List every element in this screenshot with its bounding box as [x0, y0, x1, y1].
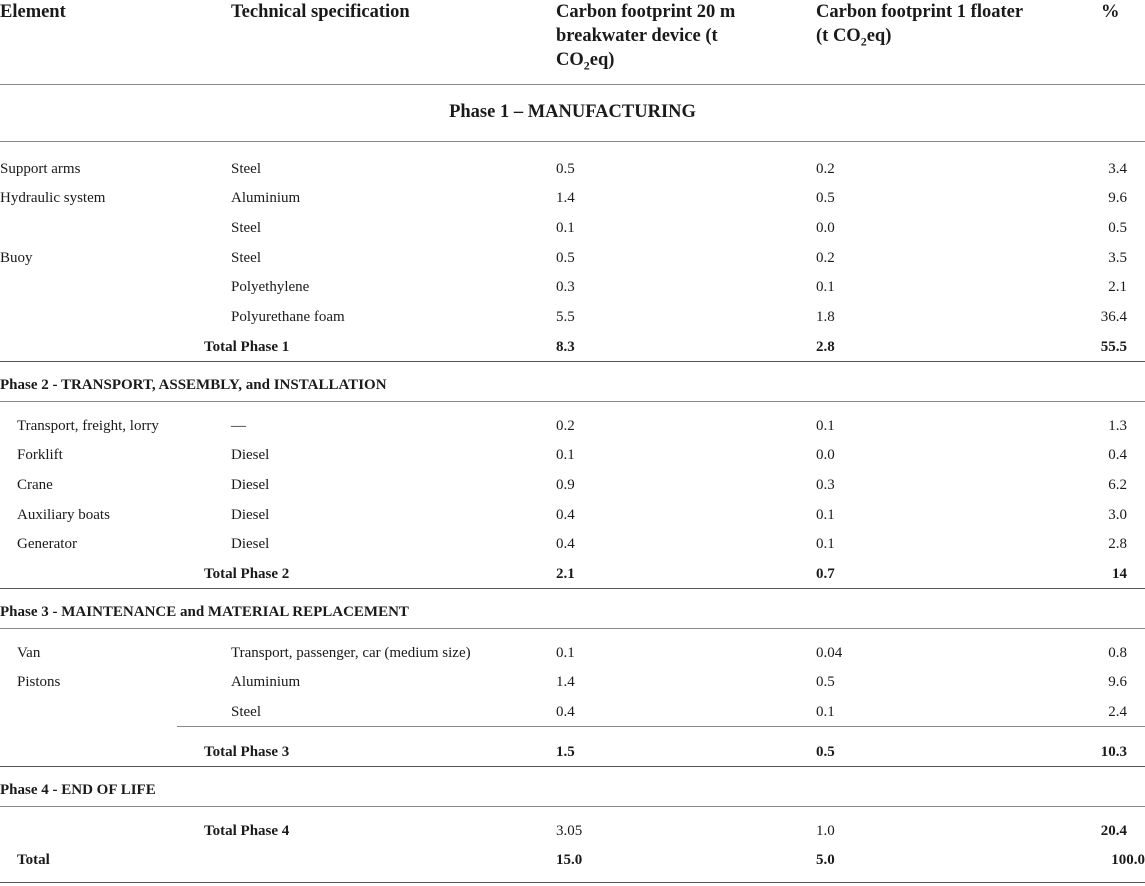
row-cf20: 0.9 [556, 477, 575, 493]
row-spec: Aluminium [231, 190, 301, 206]
header-carbon-footprint-20m [556, 0, 735, 78]
divider [0, 141, 1145, 142]
phase-4-title: Phase 4 - END OF LIFE [0, 782, 156, 798]
total-cf20: 3.05 [556, 823, 583, 839]
phase-1-title: Phase 1 – MANUFACTURING [449, 102, 696, 122]
row-cf1: 0.1 [816, 279, 835, 295]
header-cf20-line1: Carbon footprint 20 m [556, 2, 736, 22]
grand-total-label: Total [17, 852, 50, 868]
row-cf20: 0.2 [556, 418, 575, 434]
row-cf20: 0.5 [556, 161, 575, 177]
row-pct: 6.2 [1108, 477, 1127, 493]
header-element: Element [0, 2, 66, 22]
row-cf1: 0.3 [816, 477, 835, 493]
row-element: Auxiliary boats [17, 507, 110, 523]
total-cf1: 1.0 [816, 823, 835, 839]
row-cf1: 0.0 [816, 220, 835, 236]
total-label: Total Phase 4 [204, 823, 290, 839]
row-spec: Polyethylene [231, 279, 310, 295]
row-cf1: 0.1 [816, 704, 835, 720]
total-label: Total Phase 3 [204, 744, 290, 760]
total-label: Total Phase 2 [204, 566, 290, 582]
divider [177, 726, 1145, 727]
row-element: Forklift [17, 447, 63, 463]
divider [0, 766, 1145, 767]
divider [0, 882, 1145, 883]
row-element: Support arms [0, 161, 81, 177]
row-cf1: 1.8 [816, 309, 835, 325]
divider [0, 588, 1145, 589]
row-cf1: 0.2 [816, 250, 835, 266]
row-spec: Diesel [231, 536, 270, 552]
row-cf20: 0.4 [556, 536, 575, 552]
divider [0, 84, 1145, 85]
row-cf20: 1.4 [556, 674, 575, 690]
grand-total-pct: 100.0 [1111, 852, 1145, 868]
row-pct: 2.1 [1108, 279, 1127, 295]
row-pct: 0.8 [1108, 645, 1127, 661]
total-cf20: 8.3 [556, 339, 575, 355]
row-element: Generator [17, 536, 77, 552]
row-pct: 1.3 [1108, 418, 1127, 434]
header-cf1-line1: Carbon footprint 1 floater [816, 2, 1024, 22]
row-cf20: 0.3 [556, 279, 575, 295]
grand-total-cf1: 5.0 [816, 852, 835, 868]
divider [0, 806, 1145, 807]
grand-total-cf20: 15.0 [556, 852, 583, 868]
divider [0, 401, 1145, 402]
row-spec: Aluminium [231, 674, 301, 690]
row-cf1: 0.1 [816, 536, 835, 552]
row-cf1: 0.0 [816, 447, 835, 463]
row-pct: 0.5 [1108, 220, 1127, 236]
phase-2-title: Phase 2 - TRANSPORT, ASSEMBLY, and INSTALLATION [0, 377, 387, 393]
total-cf1: 0.7 [816, 566, 835, 582]
row-cf1: 0.1 [816, 418, 835, 434]
row-element: Transport, freight, lorry [17, 418, 159, 434]
header-carbon-footprint-1-floater [816, 0, 1023, 54]
row-pct: 0.4 [1108, 447, 1127, 463]
total-pct: 55.5 [1100, 339, 1127, 355]
row-spec: Polyurethane foam [231, 309, 345, 325]
row-element: Van [17, 645, 41, 661]
row-pct: 2.4 [1108, 704, 1127, 720]
row-pct: 9.6 [1108, 190, 1127, 206]
row-cf1: 0.04 [816, 645, 843, 661]
row-pct: 3.4 [1108, 161, 1127, 177]
header-percent: % [1101, 2, 1120, 22]
row-spec: Steel [231, 704, 261, 720]
total-cf20: 1.5 [556, 744, 575, 760]
row-spec: Transport, passenger, car (medium size) [231, 645, 471, 661]
total-pct: 14 [1112, 566, 1127, 582]
row-element: Hydraulic system [0, 190, 106, 206]
row-spec: Steel [231, 220, 261, 236]
row-cf20: 5.5 [556, 309, 575, 325]
row-cf20: 0.4 [556, 704, 575, 720]
row-spec: Steel [231, 250, 261, 266]
row-pct: 3.5 [1108, 250, 1127, 266]
total-pct: 20.4 [1100, 823, 1127, 839]
header-cf1-line2: (t $CO_2eq$) [816, 26, 892, 49]
row-cf1: 0.5 [816, 190, 835, 206]
header-cf20-line3: $CO_2eq$) [556, 50, 615, 73]
row-cf20: 0.1 [556, 645, 575, 661]
row-spec: Steel [231, 161, 261, 177]
total-cf1: 2.8 [816, 339, 835, 355]
row-element: Pistons [17, 674, 61, 690]
row-spec: — [231, 418, 246, 434]
header-cf20-line2: breakwater device (t [556, 26, 718, 46]
row-element: Buoy [0, 250, 33, 266]
row-pct: 3.0 [1108, 507, 1127, 523]
row-pct: 9.6 [1108, 674, 1127, 690]
row-pct: 36.4 [1100, 309, 1127, 325]
row-spec: Diesel [231, 447, 270, 463]
row-cf1: 0.5 [816, 674, 835, 690]
header-technical-specification: Technical specification [231, 2, 410, 22]
row-cf20: 0.1 [556, 220, 575, 236]
row-element: Crane [17, 477, 53, 493]
row-pct: 2.8 [1108, 536, 1127, 552]
row-cf1: 0.1 [816, 507, 835, 523]
row-spec: Diesel [231, 507, 270, 523]
total-pct: 10.3 [1100, 744, 1127, 760]
row-cf20: 1.4 [556, 190, 575, 206]
divider [0, 628, 1145, 629]
row-cf20: 0.4 [556, 507, 575, 523]
total-label: Total Phase 1 [204, 339, 290, 355]
total-cf1: 0.5 [816, 744, 835, 760]
total-cf20: 2.1 [556, 566, 575, 582]
row-spec: Diesel [231, 477, 270, 493]
divider [0, 361, 1145, 362]
phase-3-title: Phase 3 - MAINTENANCE and MATERIAL REPLACEMENT [0, 604, 409, 620]
row-cf1: 0.2 [816, 161, 835, 177]
row-cf20: 0.1 [556, 447, 575, 463]
row-cf20: 0.5 [556, 250, 575, 266]
